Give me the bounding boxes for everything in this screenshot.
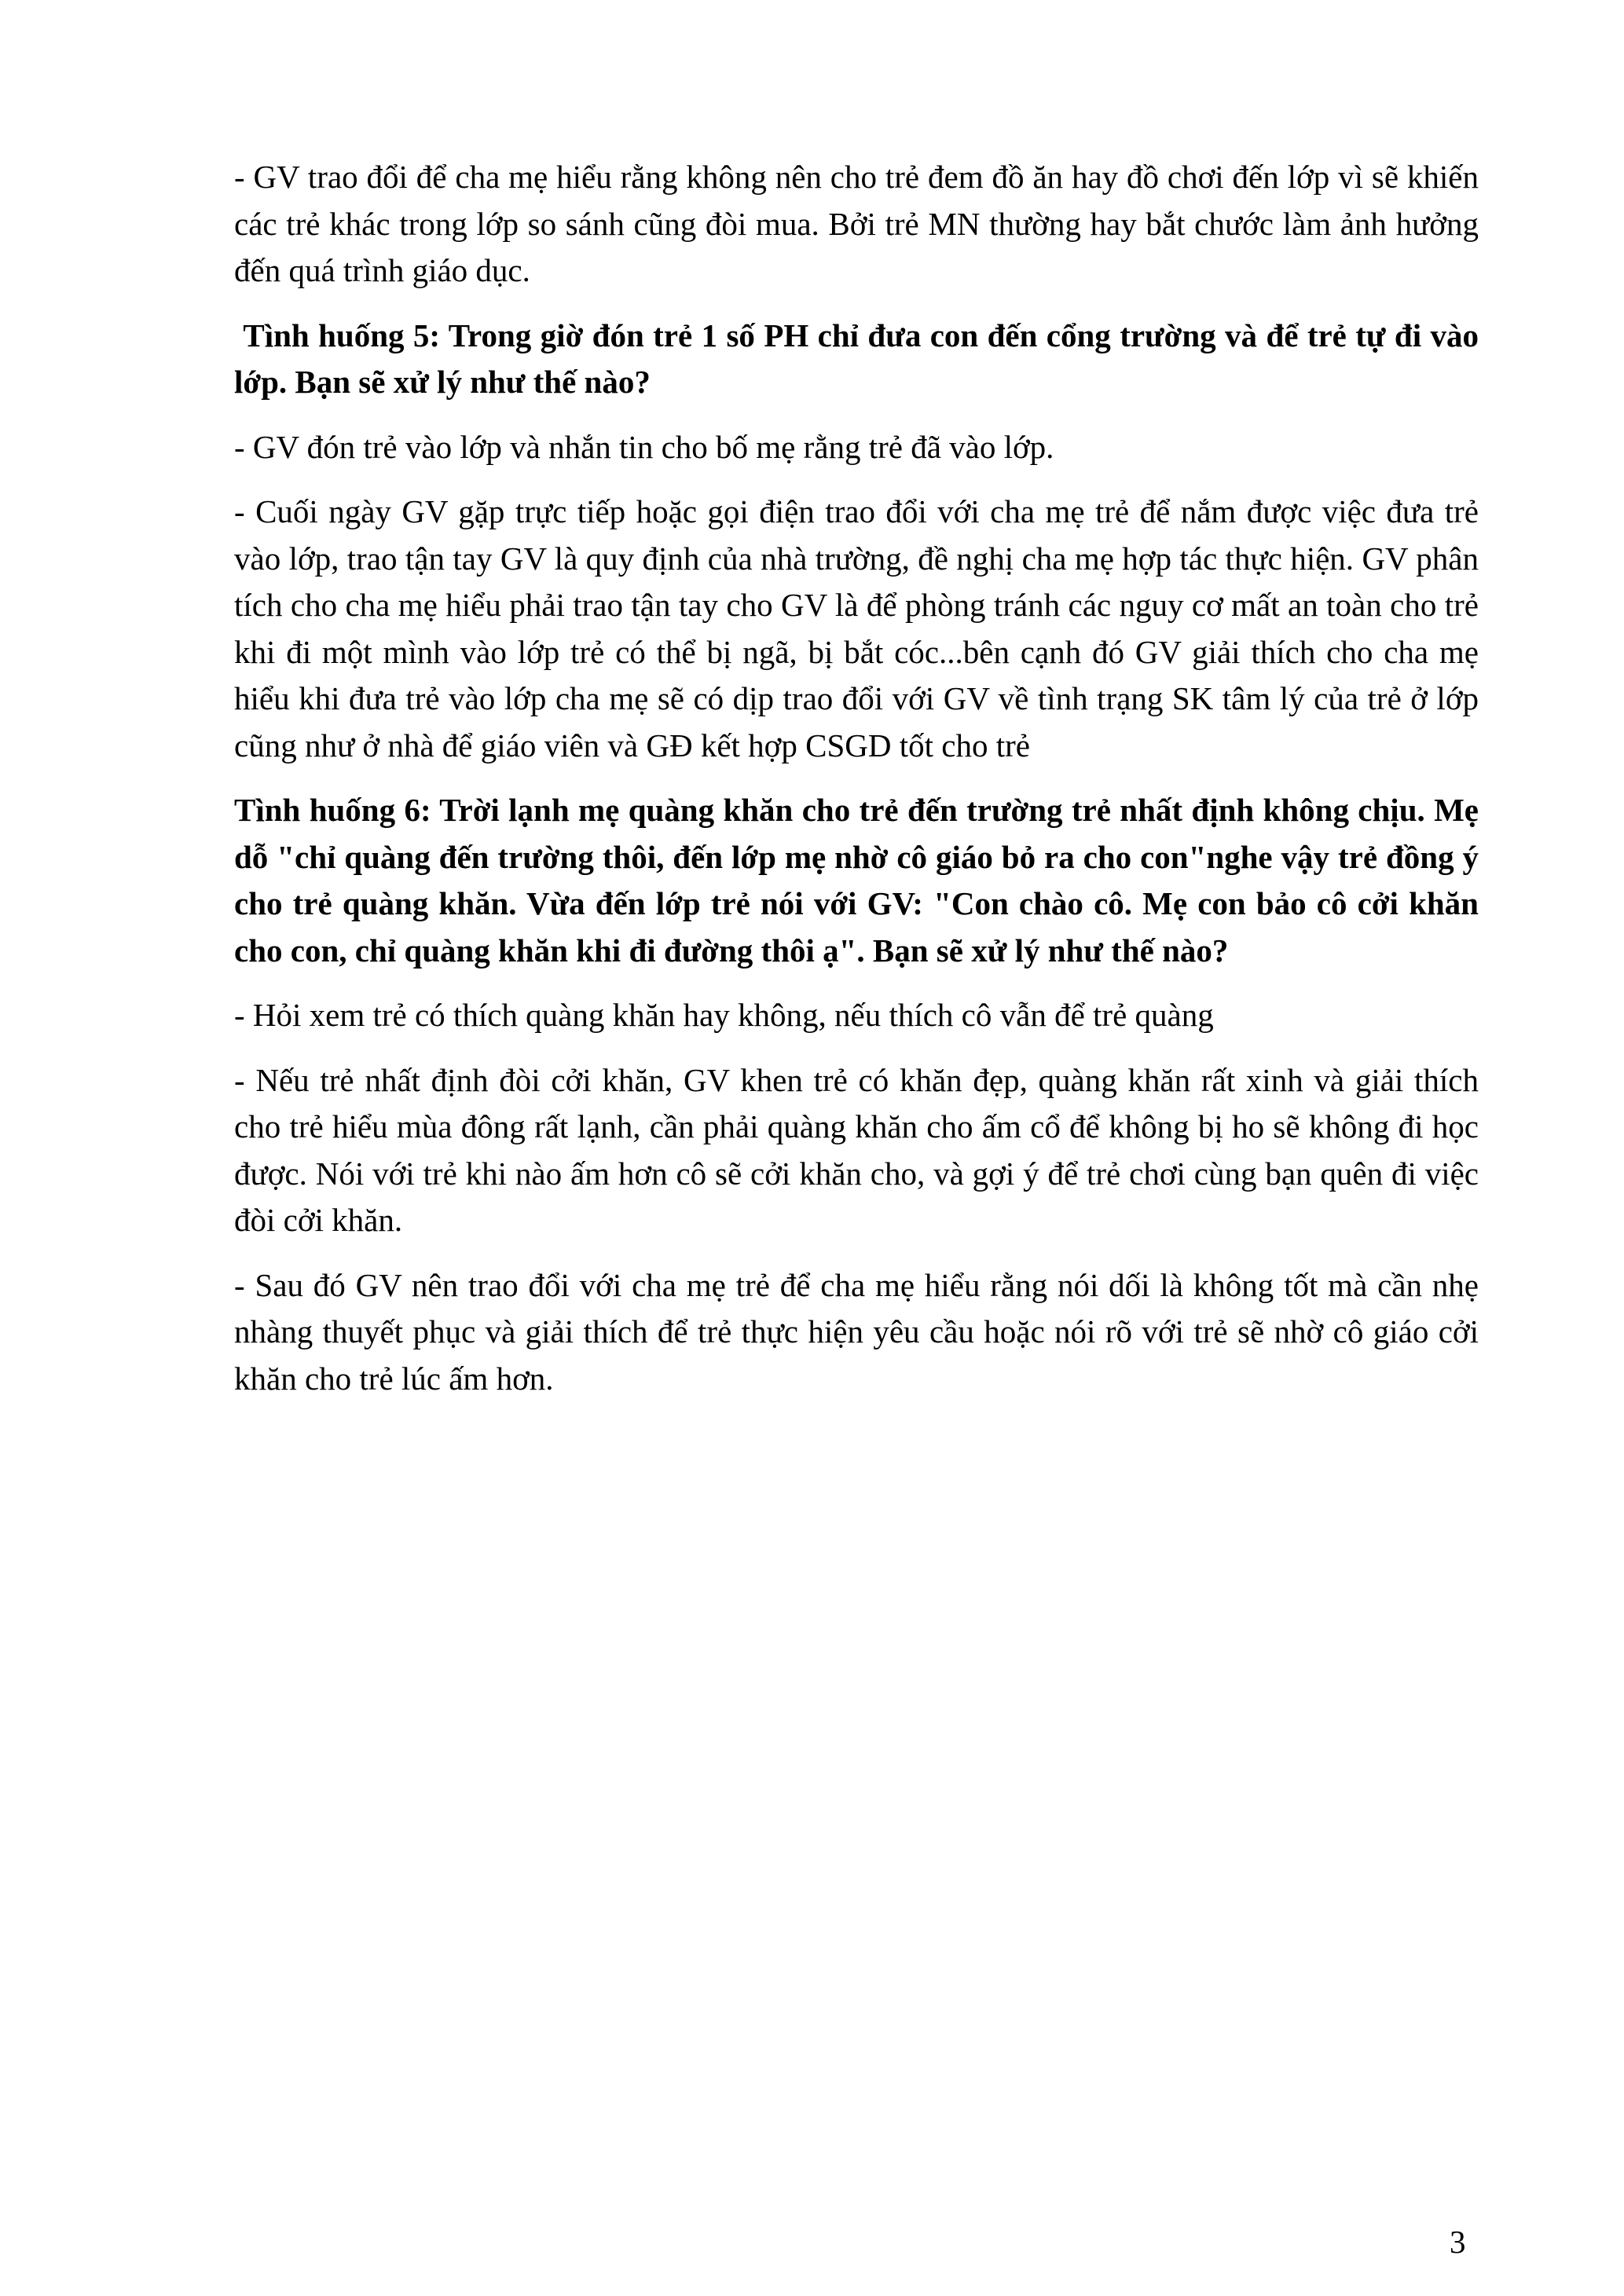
document-body xyxy=(234,154,1487,1420)
situation-6-heading: Tình huống 6: Trời lạnh mẹ quàng khăn cho trẻ đến trường trẻ nhất định không chịu. Mẹ dỗ "chỉ quàng đến trường thôi, đến lớp mẹ nhờ cô giáo bỏ ra cho con"nghe vậy trẻ đồng ý cho trẻ quàng khăn. Vừa đến lớp trẻ nói với GV: "Con chào cô. Mẹ con bảo cô cởi khăn cho con, chỉ quàng khăn khi đi đường thôi ạ". Bạn sẽ xử lý như thế nào? xyxy=(234,792,1479,969)
paragraph: - Nếu trẻ nhất định đòi cởi khăn, GV khen trẻ có khăn đẹp, quàng khăn rất xinh và giải thích cho trẻ hiểu mùa đông rất lạnh, cần phải quàng khăn cho ấm cổ để không bị ho sẽ không đi học được. Nói với trẻ khi nào ấm hơn cô sẽ cởi khăn cho, và gợi ý để trẻ chơi cùng bạn quên đi việc đòi cởi khăn. xyxy=(234,1061,1479,1238)
paragraph: - Sau đó GV nên trao đổi với cha mẹ trẻ để cha mẹ hiểu rằng nói dối là không tốt mà cần nhẹ nhàng thuyết phục và giải thích để trẻ thực hiện yêu cầu hoặc nói rõ với trẻ sẽ nhờ cô giáo cởi khăn cho trẻ lúc ấm hơn. xyxy=(234,1266,1479,1397)
paragraph: - GV đón trẻ vào lớp và nhắn tin cho bố mẹ rằng trẻ đã vào lớp. xyxy=(234,428,1054,465)
page-number: 3 xyxy=(1450,2224,1466,2260)
paragraph: - GV trao đổi để cha mẹ hiểu rằng không nên cho trẻ đem đồ ăn hay đồ chơi đến lớp vì sẽ khiến các trẻ khác trong lớp so sánh cũng đòi mua. Bởi trẻ MN thường hay bắt chước làm ảnh hưởng đến quá trình giáo dục. xyxy=(234,159,1479,288)
paragraph: - Cuối ngày GV gặp trực tiếp hoặc gọi điện trao đổi với cha mẹ trẻ để nắm được việc đưa trẻ vào lớp, trao tận tay GV là quy định của nhà trường, đề nghị cha mẹ hợp tác thực hiện. GV phân tích cho cha mẹ hiểu phải trao tận tay cho GV là để phòng tránh các nguy cơ mất an toàn cho trẻ khi đi một mình vào lớp trẻ có thể bị ngã, bị bắt cóc...bên cạnh đó GV giải thích cho cha mẹ hiểu khi đưa trẻ vào lớp cha mẹ sẽ có dịp trao đổi với GV về tình trạng SK tâm lý của trẻ ở lớp cũng như ở nhà để giáo viên và GĐ kết hợp CSGD tốt cho trẻ xyxy=(234,493,1479,764)
situation-5-heading: Tình huống 5: Trong giờ đón trẻ 1 số PH chỉ đưa con đến cổng trường và để trẻ tự đi vào lớp. Bạn sẽ xử lý như thế nào? xyxy=(234,317,1487,400)
paragraph: - Hỏi xem trẻ có thích quàng khăn hay không, nếu thích cô vẫn để trẻ quàng xyxy=(234,997,1214,1033)
